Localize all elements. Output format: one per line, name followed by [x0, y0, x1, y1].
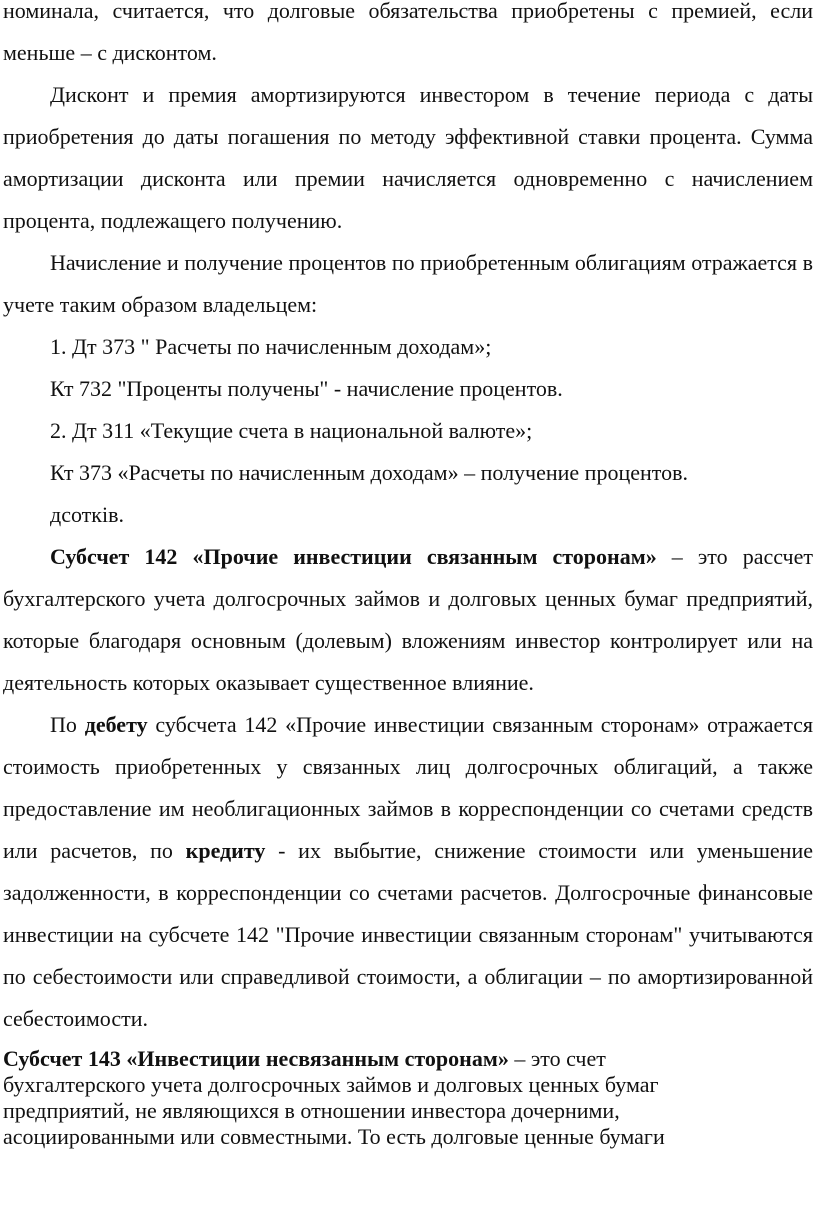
debit-suffix: - их выбытие, снижение стоимости или уменьшение задолженности, в корреспонденции со счетами расчетов. Долгосрочные финансовые инвестиции на субсчете 142 "Прочие инвестиции связанным сторонам" учитываются по себестоимости или справедливой стоимости, а облигации – по амортизированной себестоимости.	[3, 838, 813, 1031]
paragraph-intro-continuation: номинала, считается, что долговые обязательства приобретены с премией, если меньше – с дисконтом.	[3, 0, 813, 65]
subaccount-143-title: Субсчет 143 «Инвестиции несвязанным сторонам»	[3, 1046, 509, 1071]
subaccount-143-text: – это счет бухгалтерского учета долгосрочных займов и долговых ценных бумаг предприятий, не являющихся в отношении инвестора дочерними, асоциированными или совместными. То есть долговые ценные бумаги	[3, 1046, 665, 1149]
subaccount-142-title: Субсчет 142 «Прочие инвестиции связанным сторонам»	[50, 544, 657, 569]
entry-line-5: дсотків.	[50, 502, 124, 527]
debit-prefix: По	[50, 712, 85, 737]
paragraph-debit-credit	[3, 704, 813, 1040]
debit-word: дебету	[84, 712, 148, 737]
paragraph-accrual: Начисление и получение процентов по приобретенным облигациям отражается в учете таким образом владельцем:	[3, 250, 813, 317]
paragraph-subaccount-142	[3, 536, 813, 704]
entry-line-3: 2. Дт 311 «Текущие счета в национальной валюте»;	[50, 418, 533, 443]
entry-line-4: Кт 373 «Расчеты по начисленным доходам» – получение процентов.	[50, 460, 688, 485]
credit-word: кредиту	[185, 838, 266, 863]
subaccount-142-text: – это рассчет бухгалтерского учета долгосрочных займов и долговых ценных бумаг предприятий, которые благодаря основным (долевым) вложениям инвестор контролирует или на деятельность которых оказывает существенное влияние.	[3, 544, 813, 695]
paragraph-subaccount-143	[3, 1046, 813, 1150]
debit-middle: субсчета 142 «Прочие инвестиции связанным сторонам» отражается стоимость приобретенных у связанных лиц долгосрочных облигаций, а также предоставление им необлигационных займов в корреспонденции со счетами средств или расчетов, по	[3, 712, 814, 863]
paragraph-amortization: Дисконт и премия амортизируются инвестором в течение периода с даты приобретения до даты погашения по методу эффективной ставки процента. Сумма амортизации дисконта или премии начисляется одновременно с начислением процента, подлежащего получению.	[3, 82, 813, 233]
entry-line-2: Кт 732 "Проценты получены" - начисление процентов.	[50, 376, 563, 401]
entry-line-1: 1. Дт 373 " Расчеты по начисленным доходам»;	[50, 334, 492, 359]
